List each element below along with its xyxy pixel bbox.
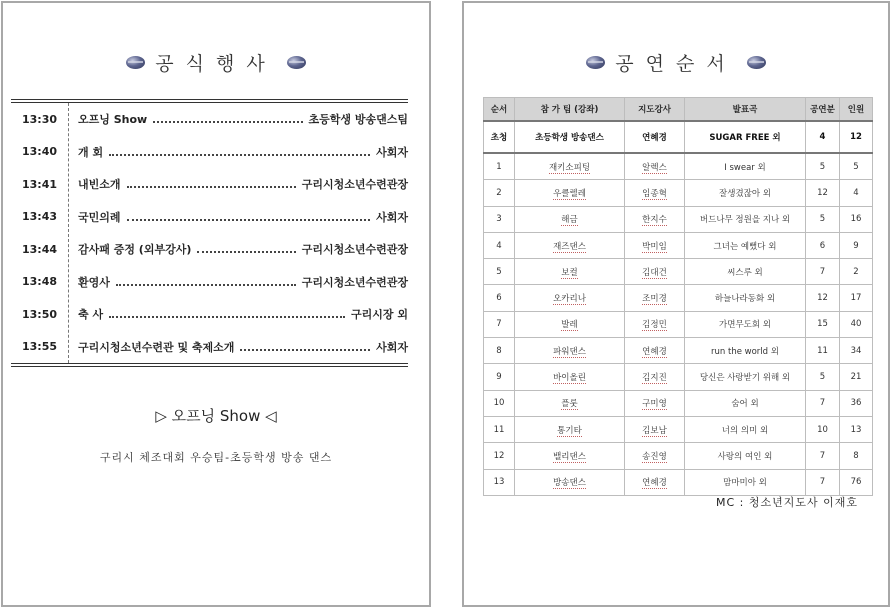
team-cell bbox=[515, 180, 625, 206]
column-header: 인원 bbox=[840, 98, 873, 122]
team-cell-text: 방송댄스 bbox=[553, 478, 586, 489]
instructor-cell bbox=[625, 259, 685, 285]
members-cell: 2 bbox=[840, 259, 873, 285]
song-cell: 너의 의미 외 bbox=[685, 416, 806, 442]
members-cell: 34 bbox=[840, 338, 873, 364]
song-cell: 버드나무 정원을 지나 외 bbox=[685, 206, 806, 232]
order-cell: 1 bbox=[484, 153, 515, 180]
instructor-cell bbox=[625, 285, 685, 311]
team-cell bbox=[515, 338, 625, 364]
leader-dots bbox=[127, 186, 296, 188]
song-cell: 하늘나라동화 외 bbox=[685, 285, 806, 311]
members-cell: 12 bbox=[840, 121, 873, 153]
table-row bbox=[484, 285, 873, 311]
schedule-row bbox=[11, 298, 408, 331]
team-cell bbox=[515, 390, 625, 416]
schedule-event: 감사패 증정 (외부강사) bbox=[78, 243, 192, 257]
instructor-cell-text: 구미영 bbox=[642, 399, 667, 410]
schedule-row bbox=[11, 233, 408, 266]
schedule-event: 내빈소개 bbox=[78, 178, 121, 192]
opening-show-subtitle: 구리시 체조대회 우승팀-초등학생 방송 댄스 bbox=[99, 451, 333, 464]
schedule-event: 국민의례 bbox=[78, 210, 121, 224]
team-cell-text: 파워댄스 bbox=[553, 346, 586, 357]
schedule-event: 개 회 bbox=[78, 145, 104, 159]
order-cell: 12 bbox=[484, 443, 515, 469]
song-cell: 씨스루 외 bbox=[685, 259, 806, 285]
minutes-cell: 5 bbox=[806, 153, 840, 180]
divider bbox=[68, 103, 69, 363]
order-cell: 2 bbox=[484, 180, 515, 206]
table-row bbox=[484, 338, 873, 364]
order-cell: 7 bbox=[484, 311, 515, 337]
members-cell: 17 bbox=[840, 285, 873, 311]
team-cell-text: 밸리댄스 bbox=[553, 451, 586, 462]
team-cell bbox=[515, 206, 625, 232]
members-cell: 5 bbox=[840, 153, 873, 180]
minutes-cell: 10 bbox=[806, 416, 840, 442]
table-row bbox=[484, 469, 873, 495]
instructor-cell: 연혜경 bbox=[625, 121, 685, 153]
song-cell: SUGAR FREE 외 bbox=[685, 121, 806, 153]
schedule-table bbox=[11, 99, 408, 367]
leader-dots bbox=[109, 316, 345, 318]
globe-icon bbox=[586, 56, 605, 69]
instructor-cell-text: 송진영 bbox=[642, 451, 667, 462]
members-cell: 9 bbox=[840, 232, 873, 258]
order-cell: 13 bbox=[484, 469, 515, 495]
song-cell: I swear 외 bbox=[685, 153, 806, 180]
minutes-cell: 7 bbox=[806, 259, 840, 285]
right-page bbox=[462, 1, 890, 607]
team-cell bbox=[515, 469, 625, 495]
team-cell-text: 재키소피팅 bbox=[548, 162, 591, 173]
table-row bbox=[484, 259, 873, 285]
team-cell bbox=[515, 416, 625, 442]
schedule-time: 13:40 bbox=[21, 145, 57, 159]
schedule-presenter: 사회자 bbox=[376, 340, 408, 354]
program-order-title: 공연순서 bbox=[464, 49, 888, 76]
team-cell bbox=[515, 285, 625, 311]
schedule-event: 축 사 bbox=[78, 308, 104, 322]
schedule-presenter: 구리시청소년수련관장 bbox=[301, 275, 408, 289]
instructor-cell bbox=[625, 443, 685, 469]
schedule-row bbox=[11, 103, 408, 136]
minutes-cell: 6 bbox=[806, 232, 840, 258]
leader-dots bbox=[153, 121, 302, 123]
order-cell: 6 bbox=[484, 285, 515, 311]
schedule-presenter: 구리시청소년수련관장 bbox=[301, 243, 408, 257]
members-cell: 13 bbox=[840, 416, 873, 442]
members-cell: 76 bbox=[840, 469, 873, 495]
schedule-row bbox=[11, 168, 408, 201]
instructor-cell-text: 김정민 bbox=[642, 320, 667, 331]
instructor-cell-text: 김대건 bbox=[642, 267, 667, 278]
song-cell: run the world 외 bbox=[685, 338, 806, 364]
instructor-cell-text: 연혜경 bbox=[642, 478, 667, 489]
table-row bbox=[484, 180, 873, 206]
team-cell-text: 바이올린 bbox=[553, 373, 586, 384]
schedule-time: 13:44 bbox=[21, 242, 57, 256]
schedule-event: 오프닝 Show bbox=[78, 113, 148, 127]
globe-icon bbox=[747, 56, 766, 69]
members-cell: 21 bbox=[840, 364, 873, 390]
official-event-title: 공식행사 bbox=[3, 49, 429, 76]
schedule-time: 13:43 bbox=[21, 210, 57, 224]
leader-dots bbox=[197, 251, 295, 253]
instructor-cell bbox=[625, 338, 685, 364]
members-cell: 16 bbox=[840, 206, 873, 232]
order-cell: 8 bbox=[484, 338, 515, 364]
minutes-cell: 12 bbox=[806, 180, 840, 206]
song-cell: 그녀는 예뻤다 외 bbox=[685, 232, 806, 258]
song-cell: 맘마미아 외 bbox=[685, 469, 806, 495]
instructor-cell bbox=[625, 206, 685, 232]
order-cell: 4 bbox=[484, 232, 515, 258]
instructor-cell-text: 알렉스 bbox=[642, 162, 667, 173]
schedule-row bbox=[11, 331, 408, 364]
schedule-row bbox=[11, 136, 408, 169]
minutes-cell: 4 bbox=[806, 121, 840, 153]
schedule-presenter: 초등학생 방송댄스팀 bbox=[308, 113, 408, 127]
instructor-cell bbox=[625, 153, 685, 180]
song-cell: 사랑의 여인 외 bbox=[685, 443, 806, 469]
schedule-time: 13:48 bbox=[21, 275, 57, 289]
schedule-event: 구리시청소년수련관 및 축제소개 bbox=[78, 340, 235, 354]
table-row bbox=[484, 232, 873, 258]
team-cell-text: 보컬 bbox=[561, 267, 578, 278]
team-cell-text: 통기타 bbox=[557, 425, 582, 436]
table-header-row bbox=[484, 98, 873, 122]
schedule-presenter: 구리시청소년수련관장 bbox=[301, 178, 408, 192]
team-cell bbox=[515, 443, 625, 469]
instructor-cell-text: 연혜경 bbox=[642, 346, 667, 357]
schedule-rows bbox=[11, 103, 408, 363]
schedule-presenter: 사회자 bbox=[376, 210, 408, 224]
globe-icon bbox=[287, 56, 306, 69]
song-cell: 숨어 외 bbox=[685, 390, 806, 416]
schedule-time: 13:41 bbox=[21, 177, 57, 191]
instructor-cell-text: 박미임 bbox=[642, 241, 667, 252]
team-cell-text: 플룻 bbox=[561, 399, 578, 410]
leader-dots bbox=[116, 284, 296, 286]
column-header: 지도강사 bbox=[625, 98, 685, 122]
order-cell: 초청 bbox=[484, 121, 515, 153]
column-header: 발표곡 bbox=[685, 98, 806, 122]
members-cell: 40 bbox=[840, 311, 873, 337]
song-cell: 가면무도회 외 bbox=[685, 311, 806, 337]
instructor-cell bbox=[625, 364, 685, 390]
schedule-event: 환영사 bbox=[78, 275, 110, 289]
column-header: 순서 bbox=[484, 98, 515, 122]
order-cell: 10 bbox=[484, 390, 515, 416]
team-cell-text: 재즈댄스 bbox=[553, 241, 586, 252]
minutes-cell: 7 bbox=[806, 390, 840, 416]
order-cell: 9 bbox=[484, 364, 515, 390]
schedule-row bbox=[11, 266, 408, 299]
table-row bbox=[484, 153, 873, 180]
minutes-cell: 5 bbox=[806, 364, 840, 390]
minutes-cell: 15 bbox=[806, 311, 840, 337]
mc-credit: MC : 청소년지도사 이재호 bbox=[715, 496, 858, 509]
team-cell-text: 우클렐레 bbox=[553, 188, 586, 199]
schedule-time: 13:30 bbox=[21, 112, 57, 126]
leader-dots bbox=[109, 154, 370, 156]
song-cell: 잘생겼잖아 외 bbox=[685, 180, 806, 206]
schedule-row bbox=[11, 201, 408, 234]
divider bbox=[11, 363, 408, 367]
instructor-cell bbox=[625, 416, 685, 442]
opening-show-heading: ▷ 오프닝 Show ◁ bbox=[155, 407, 277, 425]
column-header: 참 가 팀 (강좌) bbox=[515, 98, 625, 122]
program-table bbox=[483, 97, 873, 496]
left-page bbox=[1, 1, 431, 607]
table-row bbox=[484, 416, 873, 442]
column-header: 공연분 bbox=[806, 98, 840, 122]
team-cell-text: 발레 bbox=[561, 320, 578, 331]
instructor-cell bbox=[625, 390, 685, 416]
minutes-cell: 7 bbox=[806, 469, 840, 495]
instructor-cell-text: 조미경 bbox=[642, 294, 667, 305]
members-cell: 36 bbox=[840, 390, 873, 416]
minutes-cell: 12 bbox=[806, 285, 840, 311]
minutes-cell: 11 bbox=[806, 338, 840, 364]
instructor-cell bbox=[625, 311, 685, 337]
order-cell: 3 bbox=[484, 206, 515, 232]
table-row bbox=[484, 390, 873, 416]
team-cell bbox=[515, 153, 625, 180]
order-cell: 5 bbox=[484, 259, 515, 285]
schedule-presenter: 사회자 bbox=[376, 145, 408, 159]
team-cell bbox=[515, 311, 625, 337]
leader-dots bbox=[127, 219, 371, 221]
minutes-cell: 7 bbox=[806, 443, 840, 469]
members-cell: 8 bbox=[840, 443, 873, 469]
table-row bbox=[484, 443, 873, 469]
members-cell: 4 bbox=[840, 180, 873, 206]
table-row bbox=[484, 206, 873, 232]
instructor-cell bbox=[625, 232, 685, 258]
minutes-cell: 5 bbox=[806, 206, 840, 232]
globe-icon bbox=[126, 56, 145, 69]
team-cell: 초등학생 방송댄스 bbox=[515, 121, 625, 153]
team-cell bbox=[515, 364, 625, 390]
table-row bbox=[484, 121, 873, 153]
team-cell-text: 해금 bbox=[561, 215, 578, 226]
instructor-cell bbox=[625, 469, 685, 495]
order-cell: 11 bbox=[484, 416, 515, 442]
instructor-cell-text: 한지수 bbox=[642, 215, 667, 226]
team-cell-text: 오카리나 bbox=[553, 294, 586, 305]
song-cell: 당신은 사랑받기 위해 외 bbox=[685, 364, 806, 390]
table-row bbox=[484, 311, 873, 337]
instructor-cell bbox=[625, 180, 685, 206]
schedule-time: 13:50 bbox=[21, 307, 57, 321]
instructor-cell-text: 김지진 bbox=[642, 373, 667, 384]
leader-dots bbox=[240, 349, 370, 351]
instructor-cell-text: 임종혁 bbox=[642, 188, 667, 199]
schedule-presenter: 구리시장 외 bbox=[351, 308, 408, 322]
instructor-cell-text: 김보남 bbox=[642, 425, 667, 436]
team-cell bbox=[515, 259, 625, 285]
table-row bbox=[484, 364, 873, 390]
schedule-time: 13:55 bbox=[21, 340, 57, 354]
team-cell bbox=[515, 232, 625, 258]
